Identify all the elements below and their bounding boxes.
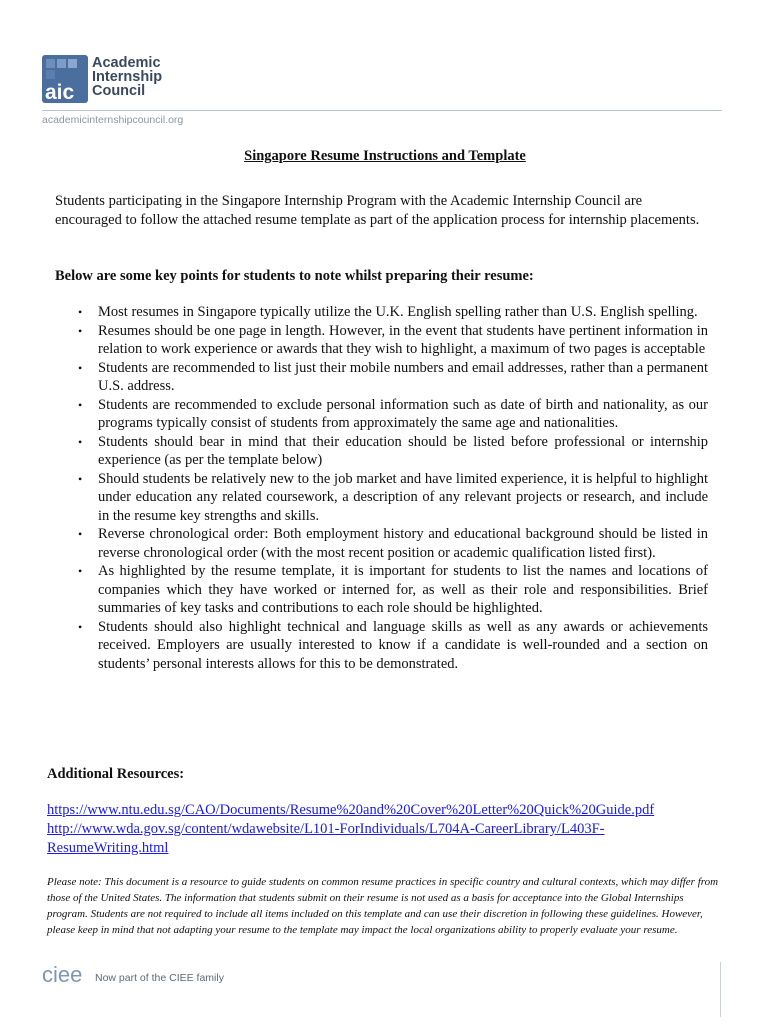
key-points-list [78,303,708,673]
bullet-glyph: • [78,397,83,412]
aic-logo [42,55,182,107]
list-item [78,562,708,618]
resource-links [47,801,707,858]
list-item-text: Most resumes in Singapore typically utilize the U.K. English spelling rather than U.S. English spelling. [98,304,698,320]
logo-abbrev: aic [45,81,75,103]
logo-line-internship: Internship [92,69,163,85]
list-item [78,396,708,433]
list-item-text: As highlighted by the resume template, it is important for students to list the names and locations of companies which they have worked or interned for, as well as their role and responsibilities. Brief summaries of key tasks and contributions to each role should be highlighted. [98,563,708,616]
logo-line-academic: Academic [92,55,161,71]
bullet-glyph: • [78,323,83,338]
list-item-text: Resumes should be one page in length. However, in the event that students have pertinent information in relation to work experience or awards that they wish to highlight, a maximum of two pages is acceptable [98,322,708,357]
list-item [78,303,708,322]
bullet-glyph: • [78,527,83,541]
list-item-text: Should students be relatively new to the job market and have limited experience, it is helpful to highlight under education any related coursework, a description of any relevant projects or research, and include in the resume key strengths and skills. [98,470,708,524]
key-points-heading: Below are some key points for students to note whilst preparing their resume: [55,268,534,284]
list-item [78,322,708,359]
footer-divider [720,962,721,1017]
bullet-glyph: • [78,434,83,449]
document-title: Singapore Resume Instructions and Template [244,148,526,164]
site-url: academicinternshipcouncil.org [42,114,184,126]
header-divider [42,110,722,111]
bullet-glyph: • [78,360,83,375]
list-item [78,433,708,470]
ntu-resume-guide-link[interactable]: https://www.ntu.edu.sg/CAO/Documents/Resume%20and%20Cover%20Letter%20Quick%20Guide.pdf [47,802,655,818]
list-item-text: Students should also highlight technical and language skills as well as any awards or achievements received. Employers are usually interested to know if a candidate is well-rounded and a section on students’ personal interests allows for this to be demonstrated. [98,618,708,672]
list-item-text: Students are recommended to exclude personal information such as date of birth and nationality, as our programs typically consist of students from approximately the same age and nationalities. [98,396,708,431]
disclaimer-note: Please note: This document is a resource to guide students on common resume practices in specific country and cultural contexts, which may differ from those of the United States. The information that students submit on their resume is not used as a basis for acceptance into the Global Internships program. Students are not required to include all items included on this template and can use their discretion in following these guidelines. However, please keep in mind that not adapting your resume to the template may impact the local organizations ability to properly evaluate your resume. [47,876,719,936]
list-item [78,470,708,526]
logo-wordmark [92,56,192,98]
logo-line-council: Council [92,83,146,99]
list-item-text: Students are recommended to list just their mobile numbers and email addresses, rather than a permanent U.S. address. [98,359,708,394]
ciee-family-text: Now part of the CIEE family [95,972,224,984]
ciee-logo [42,962,92,988]
list-item [78,525,708,562]
wda-resume-writing-link[interactable]: http://www.wda.gov.sg/content/wdawebsite/L101-ForIndividuals/L704A-CareerLibrary/L403F-ResumeWriting.html [47,821,605,856]
list-item [78,618,708,674]
list-item-text: Reverse chronological order: Both employment history and educational background should be listed in reverse chronological order (with the most recent position or academic qualification listed first). [98,526,708,561]
list-item [78,359,708,396]
bullet-glyph: • [78,564,83,578]
list-item-text: Students should bear in mind that their education should be listed before professional or internship experience (as per the template below) [98,433,708,468]
additional-resources-heading: Additional Resources: [47,766,185,782]
aic-logo-mark [42,55,88,103]
bullet-glyph: • [78,619,83,634]
bullet-glyph: • [78,471,83,486]
bullet-glyph: • [78,305,83,319]
intro-paragraph: Students participating in the Singapore Internship Program with the Academic Internship Council are encouraged to follow the attached resume template as part of the application process for internship placements. [55,193,700,228]
ciee-logo-text: ciee [42,962,83,987]
